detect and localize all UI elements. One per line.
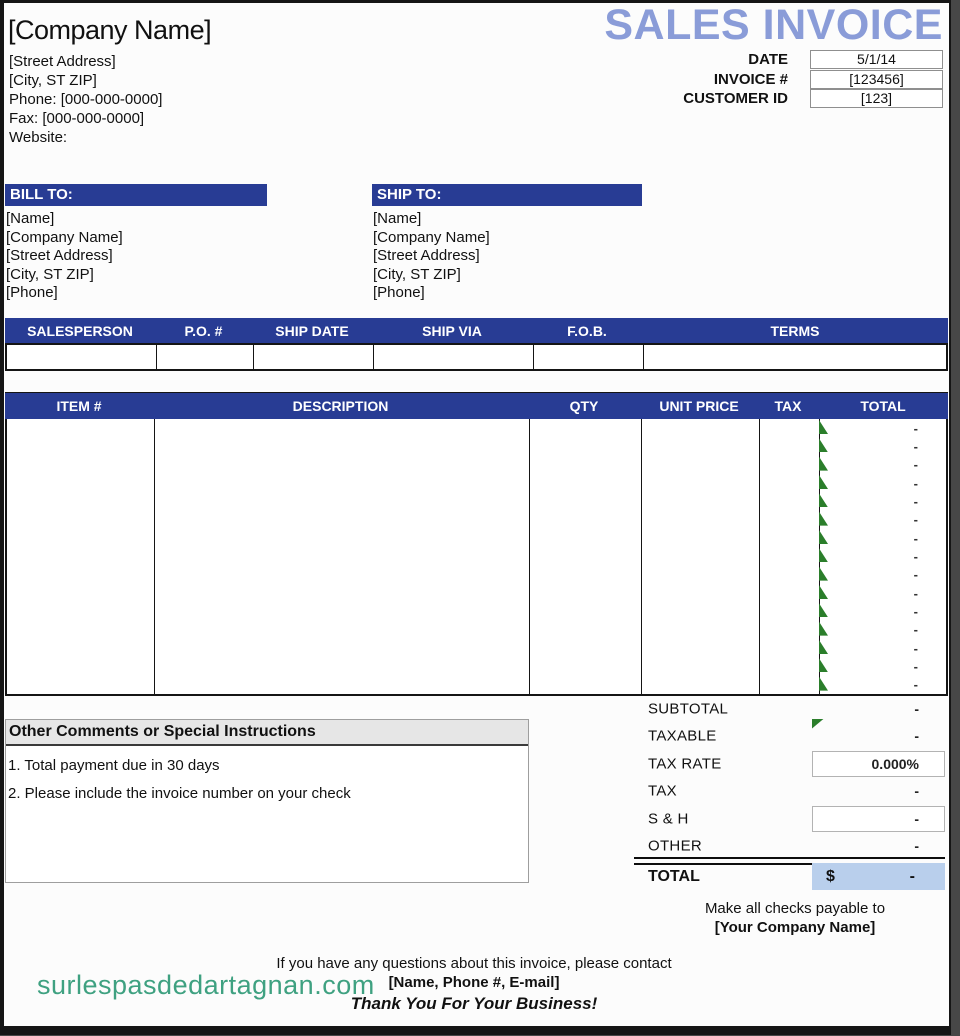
green-corner-flag-icon — [819, 530, 828, 544]
company-address-line-4: Website: — [9, 129, 68, 146]
comments-header: Other Comments or Special Instructions — [6, 720, 528, 746]
item-total-cell[interactable] — [820, 437, 946, 455]
invoice-info-table — [683, 50, 943, 109]
watermark-link[interactable]: surlespasdedartagnan.com — [37, 970, 375, 1000]
item-total-cell[interactable] — [820, 474, 946, 492]
invoice-info-label-0: DATE — [748, 51, 788, 69]
invoice-info-label-1: INVOICE # — [713, 70, 788, 88]
company-address-block — [9, 52, 162, 147]
item-total-cell[interactable] — [820, 492, 946, 510]
order-col-header-0: SALESPERSON — [27, 322, 133, 339]
order-table-value-row — [5, 343, 948, 371]
green-corner-flag-icon — [819, 420, 828, 434]
green-corner-flag-icon — [819, 512, 828, 526]
item-total-placeholder: - — [913, 438, 918, 454]
item-total-cell[interactable] — [820, 602, 946, 620]
invoice-title: SALES INVOICE — [604, 1, 943, 49]
totals-value-box[interactable] — [812, 806, 945, 832]
item-total-placeholder: - — [913, 548, 918, 564]
order-col-header-4: F.O.B. — [567, 322, 607, 339]
item-total-placeholder: - — [913, 530, 918, 546]
green-corner-flag-icon — [819, 493, 828, 507]
order-col-header-3: SHIP VIA — [422, 322, 482, 339]
item-total-cell[interactable] — [820, 456, 946, 474]
green-corner-flag-icon — [819, 438, 828, 452]
comment-line-1: 2. Please include the invoice number on your check — [8, 785, 351, 802]
ship-to-line-3: [City, ST ZIP] — [373, 265, 461, 283]
contact-details: [Name, Phone #, E-mail] — [388, 974, 560, 991]
totals-value: - — [914, 810, 919, 827]
order-value-cell-0[interactable] — [7, 345, 157, 369]
items-col-header-3: UNIT PRICE — [659, 398, 739, 414]
company-address-line-3: Fax: [000-000-0000] — [9, 110, 145, 127]
item-total-placeholder: - — [913, 658, 918, 674]
grand-total-value-box[interactable] — [812, 863, 945, 890]
bill-to-block — [6, 210, 123, 303]
invoice-info-value-2[interactable]: [123] — [810, 89, 943, 108]
order-col-header-1: P.O. # — [184, 322, 223, 339]
ship-to-line-0: [Name] — [373, 210, 422, 227]
item-total-placeholder: - — [913, 512, 918, 528]
item-total-cell[interactable] — [820, 639, 946, 657]
contact-line: If you have any questions about this invoice, please contact — [276, 955, 672, 972]
bill-to-line-1: [Company Name] — [6, 228, 123, 246]
order-table-header-row — [5, 318, 948, 343]
item-total-placeholder: - — [913, 585, 918, 601]
item-total-placeholder: - — [913, 603, 918, 619]
green-corner-flag-icon — [819, 622, 828, 636]
items-col-header-1: DESCRIPTION — [292, 398, 389, 414]
totals-label: TAX — [648, 782, 677, 800]
comments-box — [5, 719, 529, 883]
item-total-cell[interactable] — [820, 566, 946, 584]
green-corner-flag-icon — [819, 475, 828, 489]
order-col-header-2: SHIP DATE — [275, 322, 349, 339]
ship-to-line-1: [Company Name] — [373, 228, 490, 246]
green-corner-flag-icon — [819, 548, 828, 562]
item-total-cell[interactable] — [820, 584, 946, 602]
item-total-placeholder: - — [913, 622, 918, 638]
totals-label: OTHER — [648, 837, 702, 855]
invoice-info-row-2 — [683, 89, 943, 109]
item-total-placeholder: - — [913, 677, 918, 693]
item-total-cell[interactable] — [820, 547, 946, 565]
green-corner-flag-icon — [819, 603, 828, 617]
green-corner-flag-icon — [819, 457, 828, 471]
comment-line-0: 1. Total payment due in 30 days — [8, 757, 220, 774]
item-total-placeholder: - — [913, 475, 918, 491]
grand-total-label: TOTAL — [648, 867, 700, 885]
item-total-placeholder: - — [913, 567, 918, 583]
items-col-header-4: TAX — [774, 398, 802, 414]
items-table-header-row — [5, 392, 948, 419]
totals-value: - — [914, 728, 919, 745]
order-value-cell-1[interactable] — [157, 345, 254, 369]
invoice-info-row-1 — [683, 70, 943, 90]
totals-label: S & H — [648, 810, 689, 828]
items-col-header-5: TOTAL — [860, 398, 906, 414]
order-value-cell-5[interactable] — [644, 345, 946, 369]
item-total-placeholder: - — [913, 420, 918, 436]
bill-to-line-2: [Street Address] — [6, 247, 113, 265]
order-value-cell-4[interactable] — [534, 345, 644, 369]
item-total-cell[interactable] — [820, 621, 946, 639]
item-total-cell[interactable] — [820, 419, 946, 437]
items-column-1[interactable] — [155, 419, 530, 694]
order-info-table — [5, 318, 948, 371]
item-total-cell[interactable] — [820, 529, 946, 547]
items-column-0[interactable] — [7, 419, 155, 694]
order-col-header-5: TERMS — [770, 322, 820, 339]
green-corner-flag-icon — [819, 567, 828, 581]
item-total-cell[interactable] — [820, 676, 946, 694]
bill-to-line-4: [Phone] — [6, 284, 58, 302]
totals-value: - — [914, 700, 919, 717]
item-total-cell[interactable] — [820, 511, 946, 529]
items-table-body — [5, 419, 948, 696]
item-total-placeholder: - — [913, 493, 918, 509]
bill-to-line-3: [City, ST ZIP] — [6, 265, 94, 283]
totals-value: - — [914, 783, 919, 800]
company-address-line-1: [City, ST ZIP] — [9, 72, 97, 89]
item-total-placeholder: - — [913, 640, 918, 656]
currency-symbol: $ — [826, 867, 835, 885]
ship-to-line-4: [Phone] — [373, 284, 425, 302]
invoice-info-row-0 — [683, 50, 943, 70]
items-column-4[interactable] — [760, 419, 820, 694]
line-items-table — [5, 392, 948, 696]
totals-label: TAX RATE — [648, 755, 722, 773]
checks-payable-note — [641, 899, 949, 937]
bill-to-header: BILL TO: — [5, 184, 267, 206]
totals-label: TAXABLE — [648, 727, 717, 745]
payable-company-name: [Your Company Name] — [714, 919, 876, 936]
order-value-cell-2[interactable] — [254, 345, 374, 369]
thank-you-line: Thank You For Your Business! — [350, 994, 598, 1013]
items-col-header-0: ITEM # — [56, 398, 102, 414]
item-total-cell[interactable] — [820, 657, 946, 675]
company-address-line-0: [Street Address] — [9, 53, 116, 70]
items-column-3[interactable] — [642, 419, 760, 694]
green-corner-flag-icon — [819, 677, 828, 691]
invoice-info-label-2: CUSTOMER ID — [683, 90, 788, 108]
items-col-header-2: QTY — [569, 398, 599, 414]
bill-to-line-0: [Name] — [6, 210, 55, 227]
green-corner-flag-icon — [819, 640, 828, 654]
totals-value: 0.000% — [871, 755, 919, 772]
order-value-cell-3[interactable] — [374, 345, 534, 369]
item-total-placeholder: - — [913, 457, 918, 473]
totals-label: SUBTOTAL — [648, 700, 729, 718]
ship-to-line-2: [Street Address] — [373, 247, 480, 265]
invoice-info-value-0[interactable]: 5/1/14 — [810, 50, 943, 69]
totals-value: - — [914, 838, 919, 855]
checks-payable-line: Make all checks payable to — [704, 900, 886, 917]
company-address-line-2: Phone: [000-000-0000] — [9, 91, 163, 108]
ship-to-header: SHIP TO: — [372, 184, 642, 206]
green-corner-flag-icon — [819, 585, 828, 599]
comments-body — [6, 746, 528, 808]
green-corner-flag-icon — [819, 658, 828, 672]
invoice-info-value-1[interactable]: [123456] — [810, 70, 943, 89]
items-column-total — [820, 419, 946, 694]
company-name: [Company Name] — [8, 15, 212, 45]
ship-to-block — [373, 210, 490, 303]
grand-total-value: - — [909, 867, 915, 885]
items-column-2[interactable] — [530, 419, 642, 694]
